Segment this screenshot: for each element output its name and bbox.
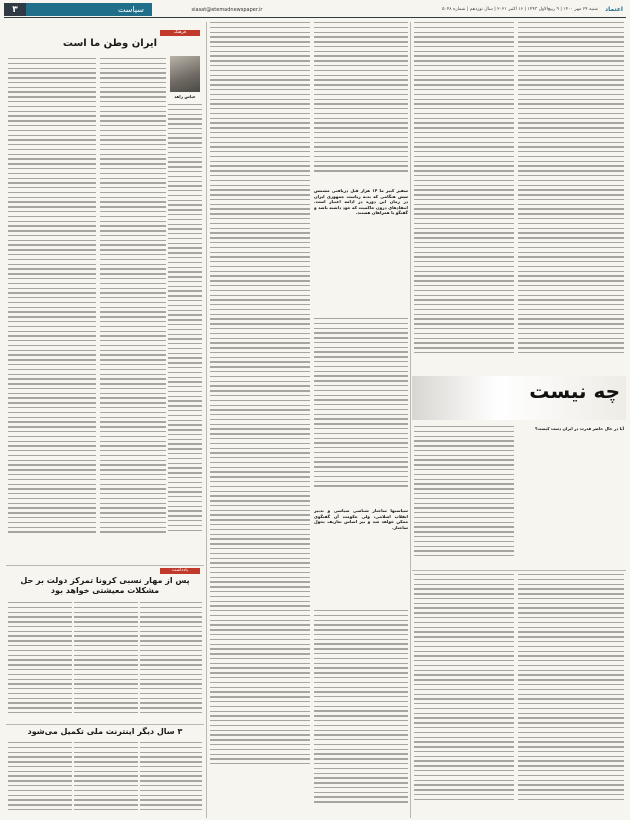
banner-headline: چه نیست	[529, 379, 620, 403]
newspaper-logo: اعتماد	[605, 6, 623, 13]
internet-text-3	[140, 742, 202, 816]
left-divider-2	[6, 724, 204, 725]
article-title: ایران وطن ما است	[62, 38, 158, 49]
headline-banner	[412, 376, 626, 420]
right-text-col-2	[518, 22, 624, 372]
header-rule	[4, 17, 626, 18]
page-header	[4, 3, 626, 16]
left-text-col-1	[8, 58, 96, 558]
middle-text-col-2-bottom	[314, 610, 408, 816]
headline-corona: پس از مهار نسبی کرونا تمرکز دولت بر حل مشکلات معیشتی خواهد بود	[20, 576, 190, 595]
right-text-col-1-bottom	[414, 574, 514, 816]
right-text-col-1	[414, 22, 514, 372]
internet-text-2	[74, 742, 138, 816]
corona-text-1	[8, 602, 72, 720]
issue-date: شنبه ۲۴ مهر ۱۴۰۰ | ۹ ربیع‌الاول ۱۴۴۳ | ۱۶ اکتبر ۲۰۲۱ | سال نوزدهم | شماره ۵۰۴۸	[442, 7, 598, 12]
section-title: سیاست	[26, 3, 152, 16]
middle-text-col-1	[210, 22, 310, 816]
page-number: ۳	[4, 3, 26, 16]
author-photo	[170, 56, 200, 92]
culture-tag: فرهنگ	[160, 30, 200, 36]
headline-internet: ۳ سال دیگر اینترنت ملی تکمیل می‌شود	[27, 727, 183, 736]
pullquote-2: سیاستها ساختار شناسی سیاسی و تدبیر انقلاب اسلامی، ولی حکومت آن گفتگوی ممکن خواهد شد و نیز اساس تعاریف تحول ساختار.	[314, 508, 408, 530]
middle-text-col-2-top	[314, 22, 408, 182]
internet-text-1	[8, 742, 72, 816]
left-text-col-3	[168, 104, 202, 558]
note-tag: یادداشت	[160, 568, 200, 574]
corona-text-3	[140, 602, 202, 720]
left-divider-1	[6, 565, 204, 566]
left-text-col-2	[100, 58, 166, 558]
column-divider-mid	[410, 22, 411, 818]
right-text-col-2-bottom	[518, 574, 624, 816]
corona-text-2	[74, 602, 138, 720]
author-name: عباس زاهد	[174, 94, 196, 99]
right-text-col-1-lower	[414, 426, 514, 566]
section-email[interactable]: siasat@etemadnewspaper.ir	[191, 6, 263, 13]
right-divider	[412, 570, 626, 571]
middle-text-col-2-mid	[314, 318, 408, 498]
pullquote-1: سفیر کبیر ما ۱۴ هزار قبل دریافتی مشمس شش هنگامی که بدنه ریاست جمهوری ایران در زمان این دوره در ادامه اعتبار است. انتقادهای درون حاکمیت که خود داشته باشد و گفتگو با همراهان هستند.	[314, 188, 408, 216]
right-bold-note: آیا در حال حاضر قدرت در ایران دست کیست؟	[534, 426, 624, 431]
column-divider-left	[206, 22, 207, 818]
